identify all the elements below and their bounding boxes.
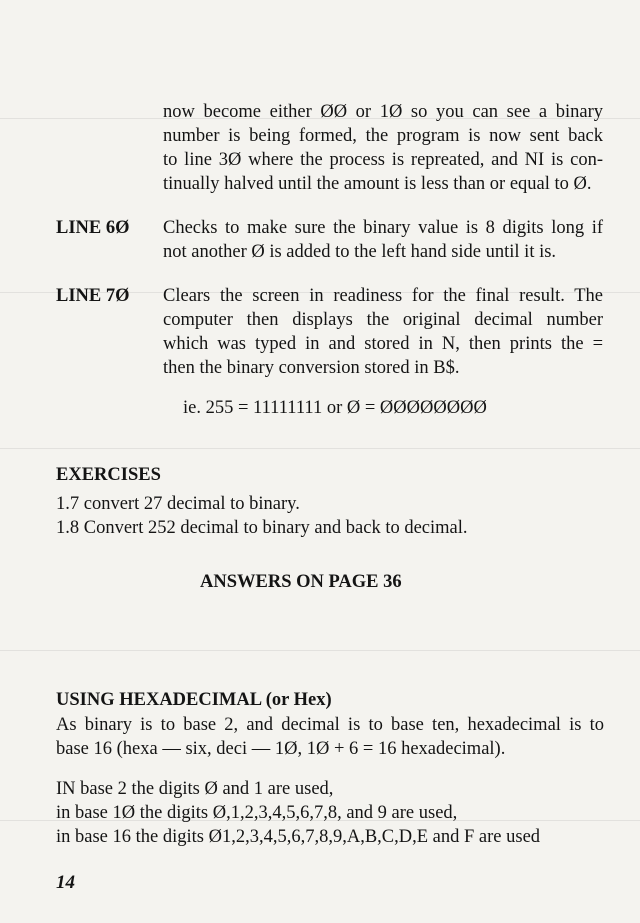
hex-base-line-3: in base 16 the digits Ø1,2,3,4,5,6,7,8,9,A,B,C,D,E and F are used [56, 827, 541, 847]
line60-text-2: not another Ø is added to the left hand side until it is. [163, 242, 557, 262]
line70-text-4: then the binary conversion stored in B$. [163, 358, 460, 378]
exercise-1-8: 1.8 Convert 252 decimal to binary and back to decimal. [56, 518, 468, 538]
hex-heading: USING HEXADECIMAL (or Hex) [56, 690, 332, 710]
page-number: 14 [56, 872, 75, 893]
answers-note: ANSWERS ON PAGE 36 [200, 572, 402, 592]
hex-base-line-1: IN base 2 the digits Ø and 1 are used, [56, 779, 334, 799]
hex-base-line-2: in base 1Ø the digits Ø,1,2,3,4,5,6,7,8, and 9 are used, [56, 803, 458, 823]
line70-label: LINE 7Ø [56, 286, 130, 306]
binary-example: ie. 255 = 11111111 or Ø = ØØØØØØØØ [183, 398, 487, 418]
exercise-1-7: 1.7 convert 27 decimal to binary. [56, 494, 300, 514]
line70-text-3: which was typed in and stored in N, then prints the = [163, 334, 603, 354]
line70-text-2: computer then displays the original decimal number [163, 310, 603, 330]
intro-line-4: tinually halved until the amount is less than or equal to Ø. [163, 174, 592, 194]
intro-line-3: to line 3Ø where the process is repreated, and NI is con- [163, 150, 603, 170]
line70-text-1: Clears the screen in readiness for the final result. The [163, 286, 603, 306]
line60-label: LINE 6Ø [56, 218, 130, 238]
exercises-heading: EXERCISES [56, 465, 161, 485]
intro-line-2: number is being formed, the program is now sent back [163, 126, 603, 146]
line60-text-1: Checks to make sure the binary value is 8 digits long if [163, 218, 603, 238]
intro-line-1: now become either ØØ or 1Ø so you can see a binary [163, 102, 603, 122]
hex-para-line-1: As binary is to base 2, and decimal is to base ten, hexadecimal is to [56, 715, 604, 735]
hex-para-line-2: base 16 (hexa — six, deci — 1Ø, 1Ø + 6 = 16 hexadecimal). [56, 739, 506, 759]
